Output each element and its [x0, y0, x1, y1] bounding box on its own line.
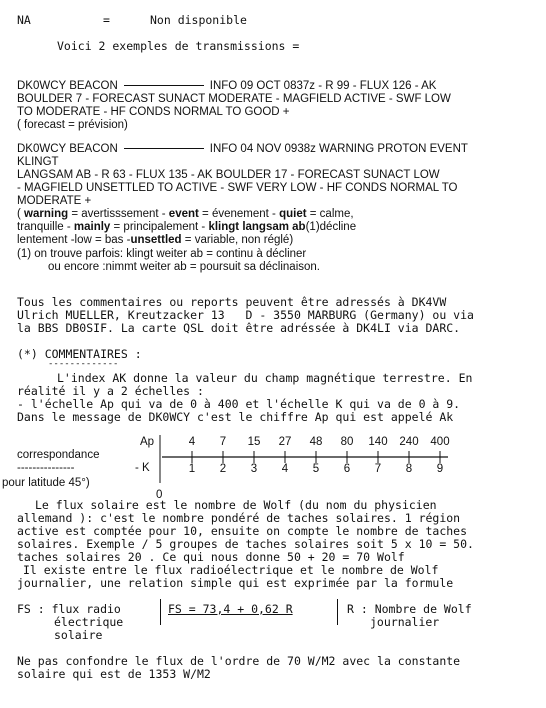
label-dashes: ---------------	[17, 462, 75, 474]
comments-p2: réalité il y a 2 échelles :	[17, 384, 204, 398]
ap-tick-label: 240	[399, 436, 419, 448]
wolf-line1: Le flux solaire est le nombre de Wolf (du nom du physicien	[35, 498, 437, 512]
example1-line2: BOULDER 7 - FORECAST SUNACT MODERATE - MAGFIELD ACTIVE - SWF LOW	[17, 93, 451, 105]
separator-line	[124, 85, 204, 86]
k-tick-label: 7	[374, 463, 382, 475]
reports-line3: la BBS DB0SIF. La carte QSL doit être adréssée à DK4LI via DARC.	[17, 321, 461, 335]
example1-line1	[17, 80, 436, 93]
note-1: (1) on trouve parfois: klingt weiter ab = continu à décliner	[17, 248, 307, 260]
k-tick-label: 5	[312, 463, 320, 475]
label-zero: 0	[156, 489, 163, 501]
ap-tick-label: 4	[188, 436, 196, 448]
ap-tick-label: 15	[247, 436, 261, 448]
term-unsettled: unsettled	[130, 234, 182, 246]
na-value: Non disponible	[150, 13, 247, 27]
comments-heading: (*) COMMENTAIRES :	[17, 347, 142, 361]
label-k: - K	[135, 462, 150, 474]
ap-tick-label: 140	[368, 436, 388, 448]
wolf-line7: journalier, une relation simple qui est exprimée par la formule	[17, 576, 454, 590]
glossary-line1: ( warning = avertisssement - event = évenement - quiet = calme,	[17, 208, 354, 220]
k-tick-label: 4	[281, 463, 289, 475]
beacon-info: INFO 04 NOV 0938z WARNING PROTON EVENT	[209, 143, 468, 155]
example1-line3: TO MODERATE - HF CONDS NORMAL TO GOOD +	[17, 106, 290, 118]
k-tick-label: 3	[250, 463, 258, 475]
wolf-line6: Il existe entre le flux radioélectrique et le nombre de Wolf	[23, 563, 439, 577]
ap-tick-label: 27	[278, 436, 292, 448]
formula-fs-l3: solaire	[54, 628, 103, 642]
wolf-line4: solaires. Exemple / 5 groupes de taches solaires soit 5 x 10 = 50.	[17, 537, 474, 551]
example2-line1	[17, 143, 468, 156]
k-tick-label: 2	[219, 463, 227, 475]
comments-p3: - l'échelle Ap qui va de 0 à 400 et l'échelle K qui va de 0 à 9.	[17, 397, 461, 411]
example2-line5: MODERATE +	[17, 195, 92, 207]
k-tick-label: 6	[343, 463, 351, 475]
glossary-line2: tranquille - mainly = principalement - klingt langsam ab(1)décline	[17, 221, 357, 233]
label-ap: Ap	[140, 436, 155, 448]
ap-tick-label: 7	[219, 436, 227, 448]
comments-p4: Dans le message de DK0WCY c'est le chiffre Ap qui est appelé Ak	[17, 410, 454, 424]
beacon-name: DK0WCY BEACON	[17, 143, 118, 155]
separator-line	[124, 148, 204, 149]
comments-underline: -------------	[48, 359, 119, 369]
k-tick-label: 8	[405, 463, 413, 475]
example2-line3: LANGSAM AB - R 63 - FLUX 135 - AK BOULDER 17 - FORECAST SUNACT LOW	[17, 169, 440, 181]
k-tick-label: 9	[436, 463, 444, 475]
ap-tick-label: 400	[430, 436, 450, 448]
formula-r-l2: journalier	[370, 615, 440, 629]
ap-k-scale	[0, 433, 546, 503]
ap-tick-label: 48	[309, 436, 323, 448]
glossary-line3: lentement -low = bas -unsettled = variable, non réglé)	[17, 234, 294, 246]
intro-line: Voici 2 exemples de transmissions =	[57, 39, 300, 53]
note-2: ou encore :nimmt weiter ab = poursuit sa déclinaison.	[48, 261, 320, 273]
closing-line1: Ne pas confondre le flux de l'ordre de 70 W/M2 avec la constante	[17, 654, 461, 668]
term-warning: warning	[24, 208, 69, 220]
term-klingt: klingt langsam ab	[208, 221, 306, 233]
wolf-line2: allemand ): c'est le nombre pondéré de taches solaires. 1 région	[17, 511, 461, 525]
reports-line1: Tous les commentaires ou reports peuvent être adressés à DK4VW	[17, 295, 447, 309]
closing-line2: solaire qui est de 1353 W/M2	[17, 667, 211, 681]
term-event: event	[168, 208, 199, 220]
na-key: NA	[17, 13, 31, 27]
example2-line4: - MAGFIELD UNSETTLED TO ACTIVE - SWF VERY LOW - HF CONDS NORMAL TO	[17, 182, 458, 194]
formula-equation: FS = 73,4 + 0,62 R	[168, 602, 293, 616]
example2-line2: KLINGT	[17, 156, 59, 168]
reports-line2: Ulrich MUELLER, Kreutzacker 13 D - 3550 MARBURG (Germany) ou via	[17, 308, 474, 322]
formula-fs-label: FS : flux radio	[17, 602, 121, 616]
formula-fs-l2: électrique	[54, 615, 124, 629]
beacon-name: DK0WCY BEACON	[17, 80, 118, 92]
term-mainly: mainly	[73, 221, 111, 233]
example1-line4: ( forecast = prévision)	[17, 119, 128, 131]
formula-r-label: R : Nombre de Wolf	[347, 602, 472, 616]
wolf-line5: taches solaires 20 . Ce qui nous donne 50 + 20 = 70 Wolf	[17, 550, 405, 564]
comments-p1: L'index AK donne la valeur du champ magnétique terrestre. En	[57, 371, 473, 385]
scale-ticks	[189, 436, 450, 475]
term-quiet: quiet	[279, 208, 307, 220]
label-correspondance: correspondance	[17, 449, 100, 461]
na-equals: =	[103, 13, 110, 27]
beacon-info: INFO 09 OCT 0837z - R 99 - FLUX 126 - AK	[209, 80, 437, 92]
wolf-line3: active est comptée pour 10, ensuite on compte le nombre de taches	[17, 524, 468, 538]
label-latitude: pour latitude 45°)	[2, 477, 90, 489]
k-tick-label: 1	[188, 463, 196, 475]
ap-tick-label: 80	[340, 436, 354, 448]
